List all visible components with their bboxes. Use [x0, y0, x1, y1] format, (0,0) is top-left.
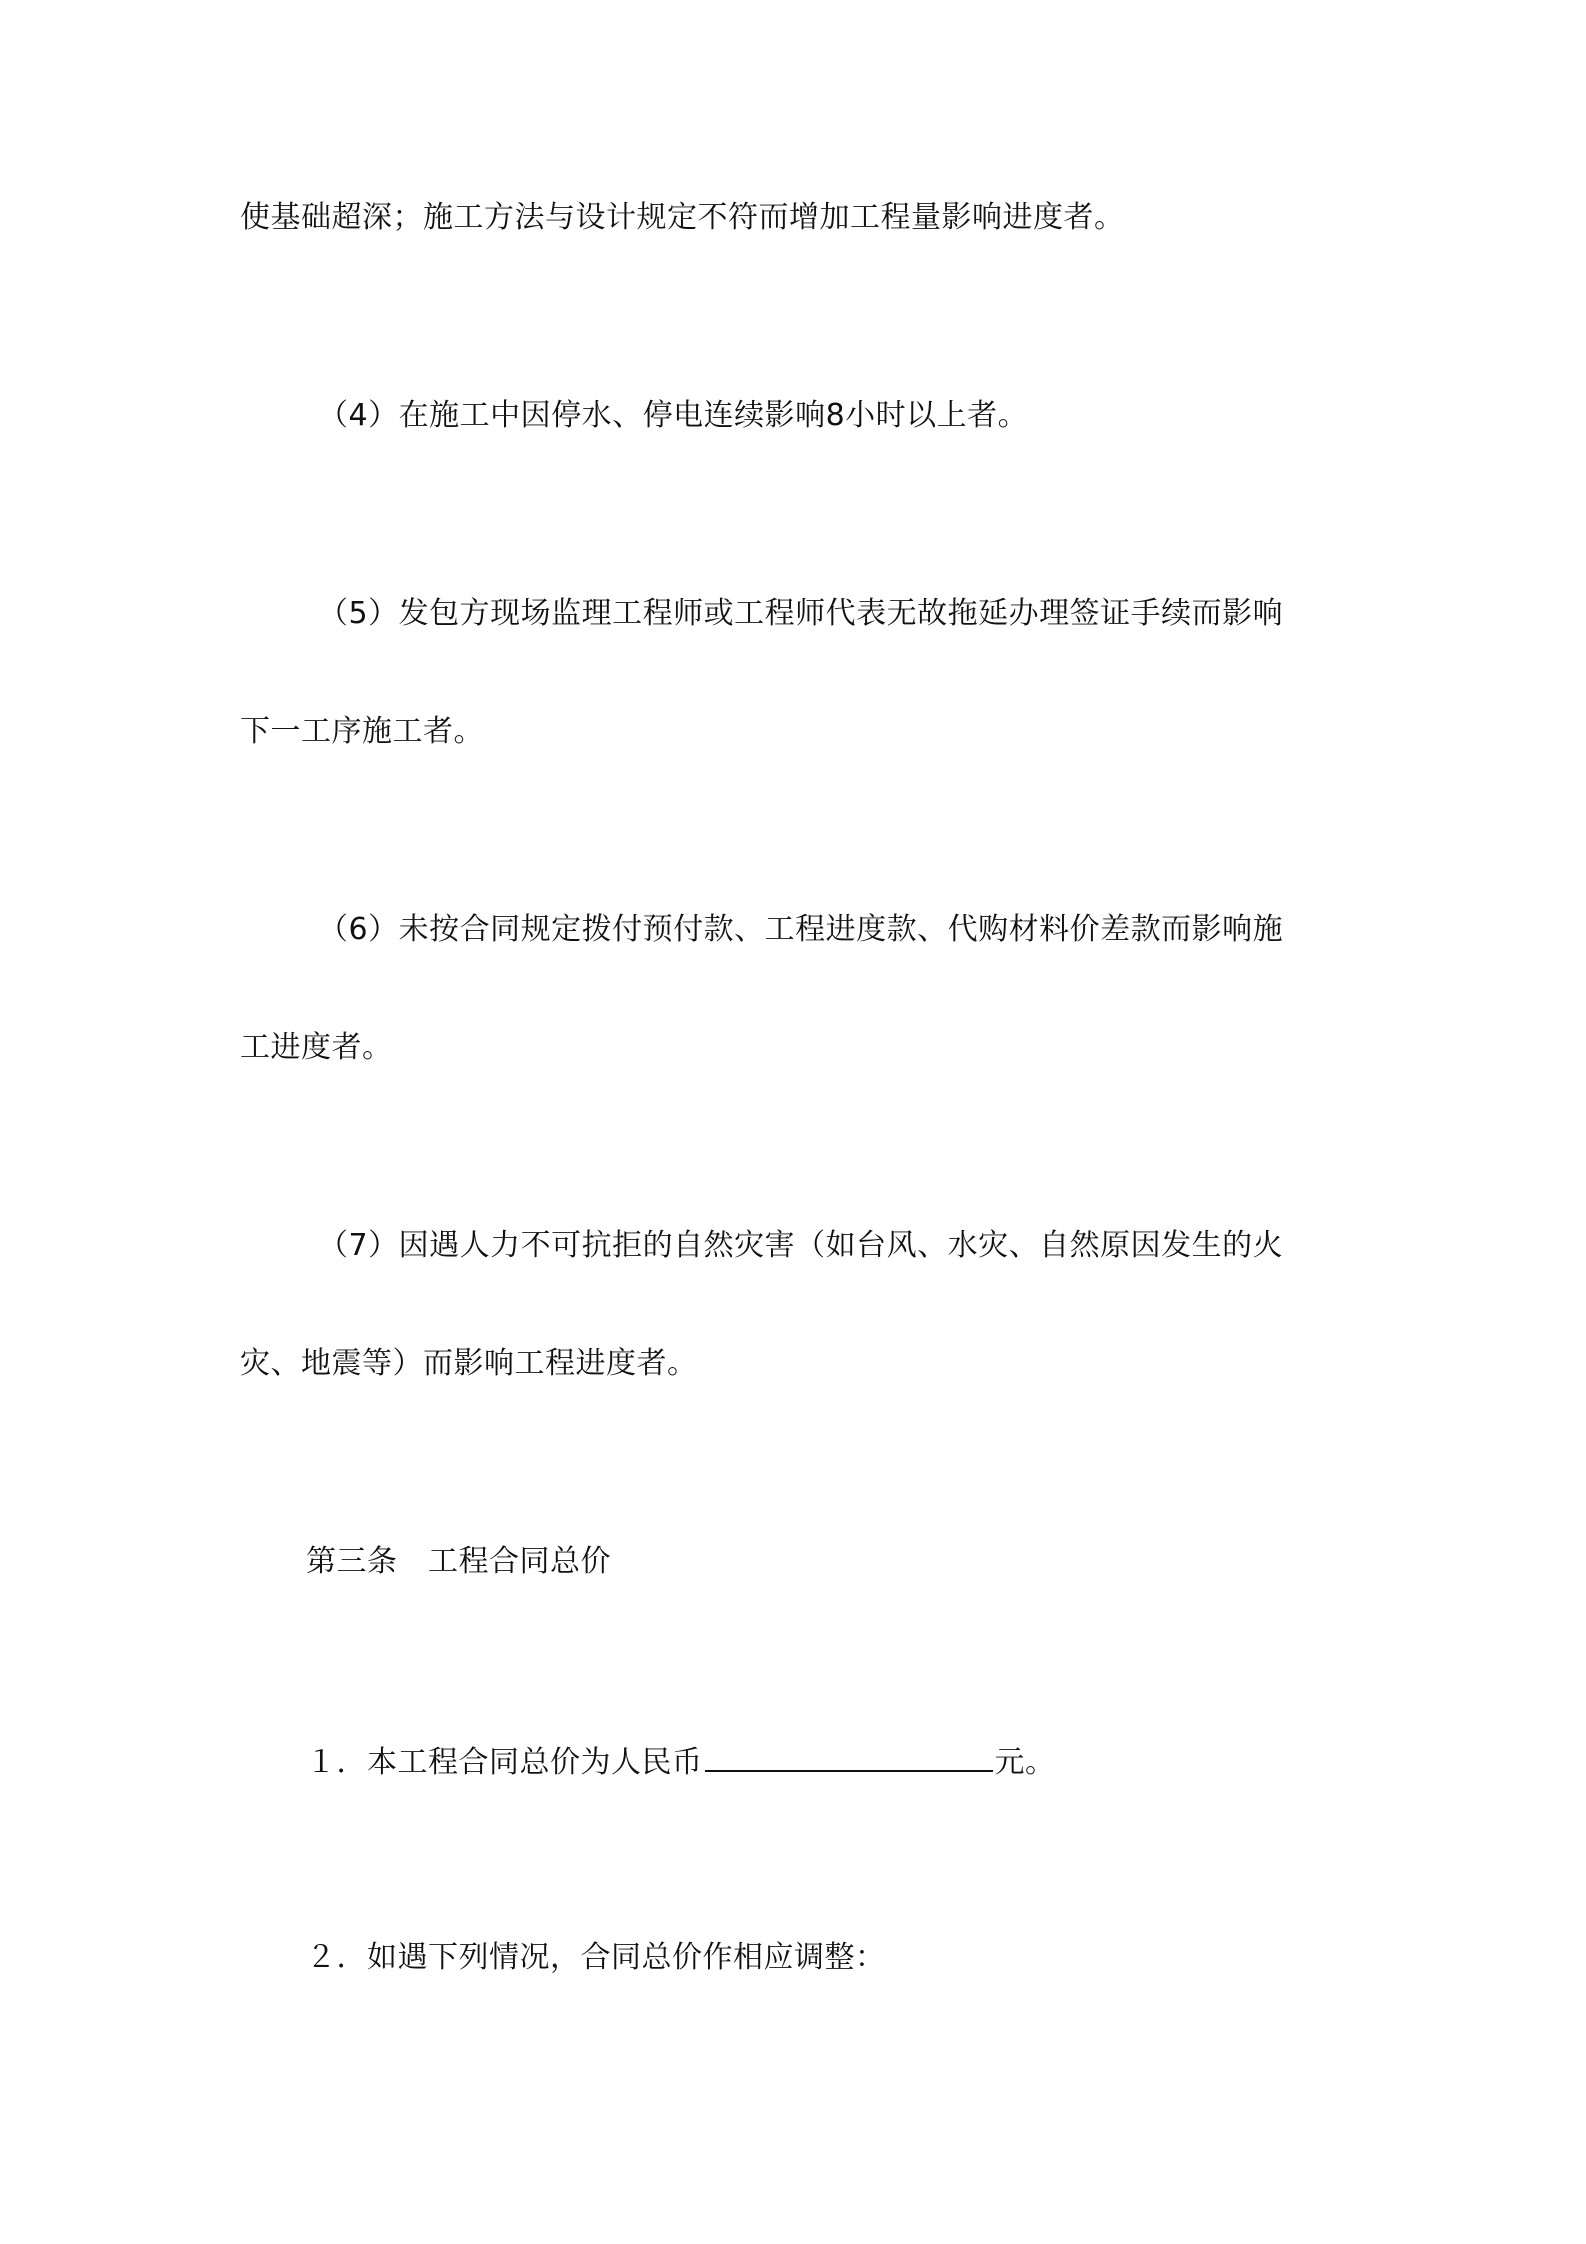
contract-amount-blank [705, 1740, 993, 1772]
item-4-line-1: （4）在施工中因停水、停电连续影响8小时以上者。 [318, 398, 1029, 433]
item-7-line-1: （7）因遇人力不可抗拒的自然灾害（如台风、水灾、自然原因发生的火 [318, 1228, 1284, 1263]
clause-1-prefix: １．本工程合同总价为人民币 [306, 1745, 703, 1780]
item-6-line-1: （6）未按合同规定拨付预付款、工程进度款、代购材料价差款而影响施 [318, 912, 1284, 947]
paragraph-line-1: 使基础超深；施工方法与设计规定不符而增加工程量影响进度者。 [240, 200, 1125, 235]
item-5-line-2: 下一工序施工者。 [240, 714, 484, 749]
clause-2: ２．如遇下列情况，合同总价作相应调整： [306, 1940, 886, 1975]
item-7-line-2: 灾、地震等）而影响工程进度者。 [240, 1346, 698, 1381]
clause-1 [306, 1740, 1056, 1783]
article-heading: 第三条 工程合同总价 [306, 1544, 611, 1579]
clause-1-suffix: 元。 [994, 1745, 1056, 1780]
item-5-line-1: （5）发包方现场监理工程师或工程师代表无故拖延办理签证手续而影响 [318, 596, 1284, 631]
item-6-line-2: 工进度者。 [240, 1030, 393, 1065]
